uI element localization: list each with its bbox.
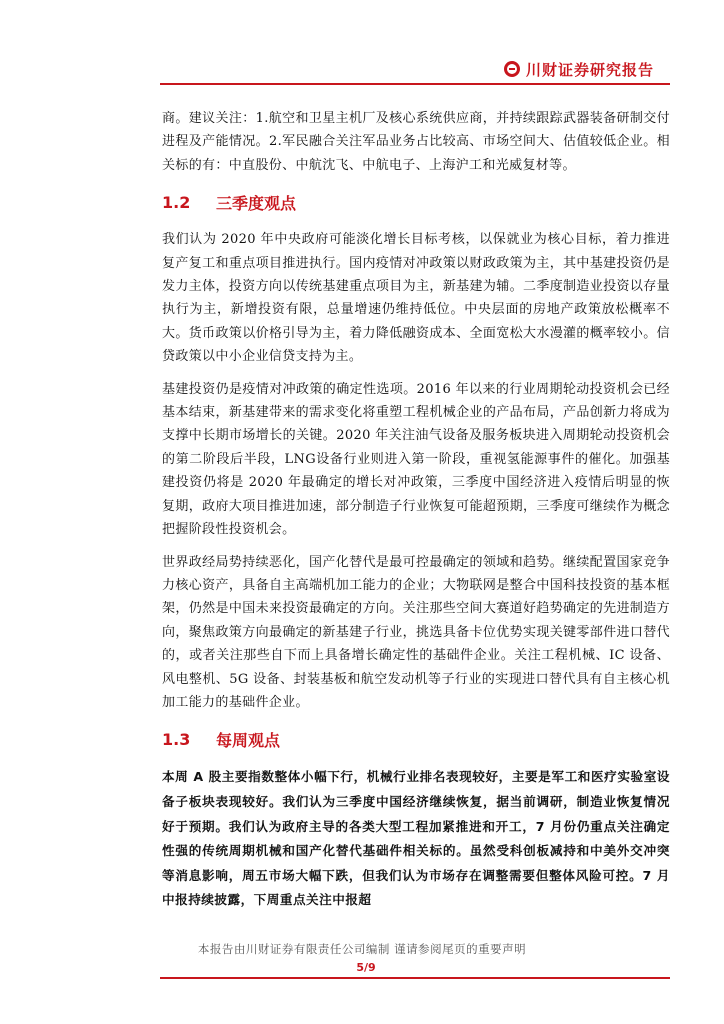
footer-divider — [160, 977, 670, 979]
page-number: 5/9 — [356, 961, 376, 974]
section-number: 1.3 — [162, 730, 191, 750]
body-paragraph: 商。建议关注：1.航空和卫星主机厂及核心系统供应商，并持续跟踪武器装备研制交付进程及产能情况。2.军民融合关注军品业务占比较高、市场空间大、估值较低企业。相关标的有：中直股份、中航沈飞、中航电子、上海沪工和光威复材等。 — [162, 111, 670, 173]
header-divider — [160, 83, 670, 85]
section-heading-1-3 — [162, 728, 670, 751]
brand-logo — [504, 57, 654, 81]
body-paragraph: 我们认为 2020 年中央政府可能淡化增长目标考核，以保就业为核心目标，着力推进复产复工和重点项目推进执行。国内疫情对冲政策以财政政策为主，其中基建投资仍是发力主体，投资方向以传统基建重点项目为主，新基建为辅。二季度制造业投资以存量执行为主，新增投资有限，总量增速仍维持低位。中央层面的房地产政策放松概率不大。货币政策以价格引导为主，着力降低融资成本、全面宽松大水漫灌的概率较小。信贷政策以中小企业信贷支持为主。 — [162, 232, 670, 365]
chuancai-logo-icon — [504, 61, 520, 77]
page-header — [0, 0, 724, 84]
footer-disclaimer: 本报告由川财证券有限责任公司编制 谨请参阅尾页的重要声明 — [197, 942, 527, 956]
body-paragraph: 基建投资仍是疫情对冲政策的确定性选项。2016 年以来的行业周期轮动投资机会已经基本结束，新基建带来的需求变化将重塑工程机械企业的产品布局，产品创新力将成为支撑中长期市场增长的关键。2020 年关注油气设备及服务板块进入周期轮动投资机会的第二阶段后半段，LNG设备行业则进入第一阶段，重视氢能源事件的催化。加强基建投资仍将是 2020 年最确定的增长对冲政策，三季度中国经济进入疫情后明显的恢复期，政府大项目推进加速，部分制造子行业恢复可能超预期，三季度可继续作为概念把握阶段性投资机会。 — [162, 381, 670, 538]
report-body — [162, 107, 670, 922]
section-heading-1-2 — [162, 191, 670, 214]
section-number: 1.2 — [162, 193, 191, 213]
body-paragraph: 世界政经局势持续恶化，国产化替代是最可控最确定的领域和趋势。继续配置国家竞争力核心资产，具备自主高端机加工能力的企业；大物联网是整合中国科技投资的基本框架，仍然是中国未来投资最确定的方向。关注那些空间大赛道好趋势确定的先进制造方向，聚焦政策方向最确定的新基建子行业，挑选具备卡位优势实现关键零部件进口替代的，或者关注那些自下而上具备增长确定性的基础件企业。关注工程机械、IC 设备、风电整机、5G 设备、封装基板和航空发动机等子行业的实现进口替代具有自主核心机加工能力的基础件企业。 — [162, 554, 670, 710]
brand-name: 川财证券研究报告 — [525, 60, 654, 79]
section-title: 每周观点 — [216, 731, 281, 751]
section-title: 三季度观点 — [216, 194, 297, 214]
body-paragraph-bold: 本周 A 股主要指数整体小幅下行，机械行业排名表现较好，主要是军工和医疗实验室设备子板块表现较好。我们认为三季度中国经济继续恢复，据当前调研，制造业恢复情况好于预期。我们认为政府主导的各类大型工程加紧推进和开工，7 月份仍重点关注确定性强的传统周期机械和国产化替代基础件相关标的。虽然受科创板减持和中美外交冲突等消息影响，周五市场大幅下跌，但我们认为市场存在调整需要但整体风险可控。7 月中报持续披露，下周重点关注中报超 — [162, 769, 670, 908]
